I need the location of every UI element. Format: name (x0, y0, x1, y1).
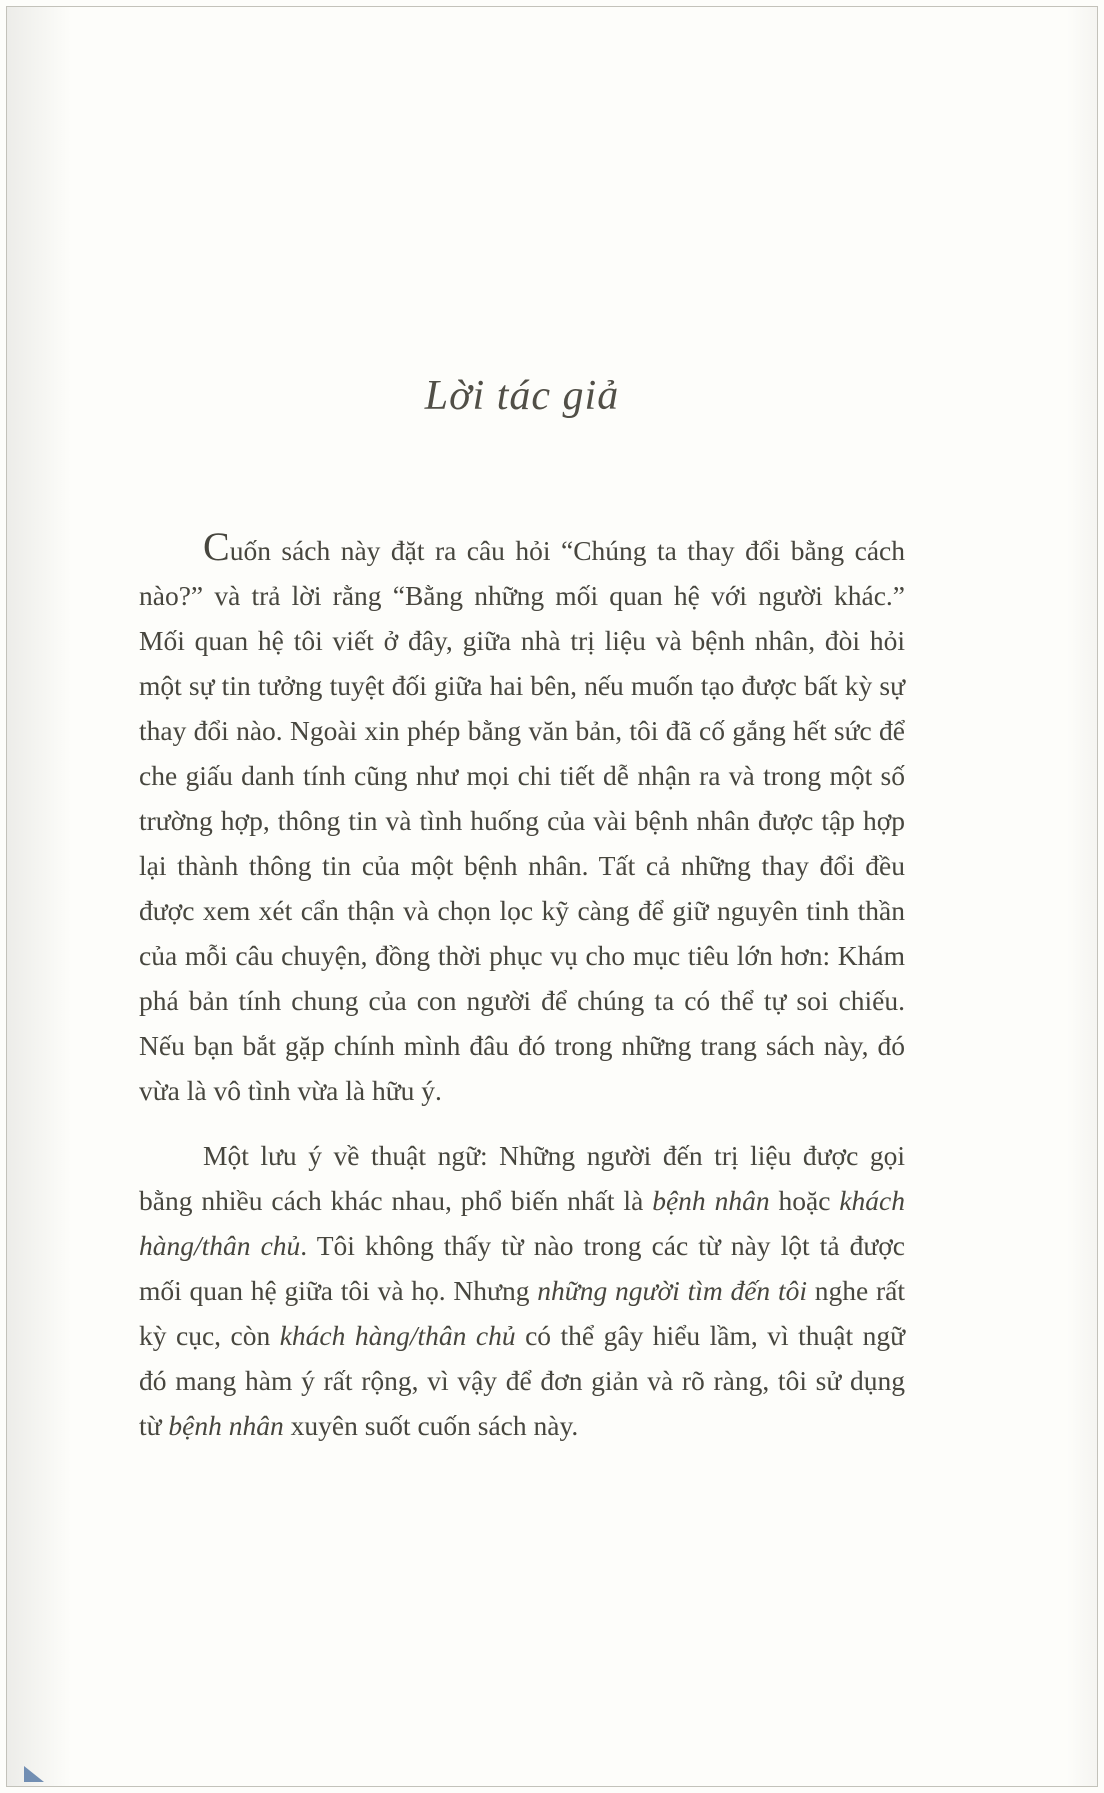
drop-cap: C (203, 524, 230, 569)
body-text-segment: hoặc (769, 1185, 840, 1216)
paragraph (139, 1133, 905, 1448)
emphasized-text: bệnh nhân (652, 1185, 770, 1216)
right-edge-shadow (1067, 7, 1097, 1786)
corner-artifact (24, 1766, 44, 1782)
body-text-segment: . Tôi không thấy từ nào trong các từ này lột tả được mối quan hệ giữa tôi và họ. Nhưng (139, 1230, 905, 1306)
page-title: Lời tác giả (424, 373, 620, 419)
body-text-segment: Một lưu ý về thuật ngữ: Những người đến trị liệu được gọi bằng nhiều cách khác nhau, phổ biến nhất là (139, 1140, 905, 1216)
body-text-segment: uốn sách này đặt ra câu hỏi “Chúng ta thay đổi bằng cách nào?” và trả lời rằng “Bằng những mối quan hệ với người khác.” Mối quan hệ tôi viết ở đây, giữa nhà trị liệu và bệnh nhân, đòi hỏi một sự tin tưởng tuyệt đối giữa hai bên, nếu muốn tạo được bất kỳ sự thay đổi nào. Ngoài xin phép bằng văn bản, tôi đã cố gắng hết sức để che giấu danh tính cũng như mọi chi tiết dễ nhận ra và trong một số trường hợp, thông tin và tình huống của vài bệnh nhân được tập hợp lại thành thông tin của một bệnh nhân. Tất cả những thay đổi đều được xem xét cẩn thận và chọn lọc kỹ càng để giữ nguyên tinh thần của mỗi câu chuyện, đồng thời phục vụ cho mục tiêu lớn hơn: Khám phá bản tính chung của con người để chúng ta có thể tự soi chiếu. Nếu bạn bắt gặp chính mình đâu đó trong những trang sách này, đó vừa là vô tình vừa là hữu ý. (139, 535, 905, 1106)
body-text-segment: xuyên suốt cuốn sách này. (283, 1410, 579, 1441)
emphasized-text: khách hàng/thân chủ (279, 1320, 516, 1351)
body-text-segment: có thể gây hiểu lầm, vì thuật ngữ đó mang hàm ý rất rộng, vì vậy để đơn giản và rõ ràng, tôi sử dụng từ (139, 1320, 905, 1441)
emphasized-text: bệnh nhân (168, 1410, 284, 1441)
page-body (139, 524, 905, 1448)
emphasized-text: những người tìm đến tôi (537, 1275, 807, 1306)
body-text-segment: nghe rất kỳ cục, còn (139, 1275, 905, 1351)
paragraph (139, 524, 905, 1113)
left-gutter-shadow (7, 7, 71, 1786)
emphasized-text: khách hàng/thân chủ (139, 1185, 905, 1261)
